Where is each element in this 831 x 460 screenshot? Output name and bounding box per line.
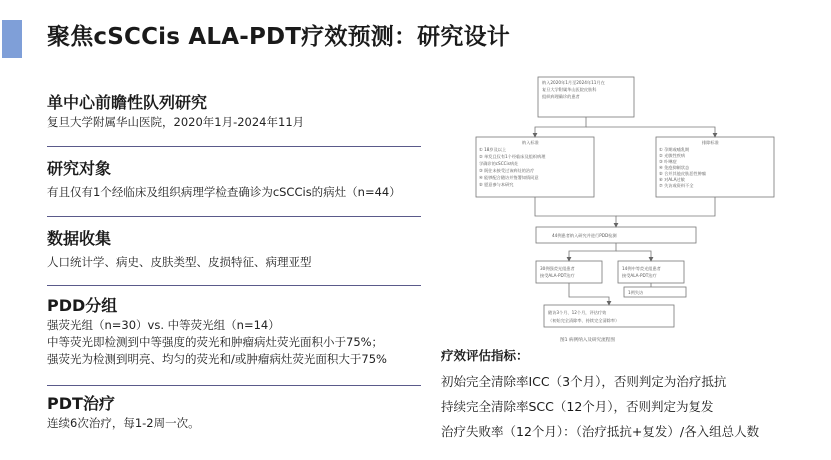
criteria-title: 疗效评估指标：: [441, 348, 529, 363]
section-pdd-grouping: [47, 295, 422, 368]
section-title: PDT治疗: [47, 394, 115, 413]
flow-text: 纳入标准: [522, 140, 539, 145]
flow-text: ① 孕期或哺乳期: [659, 147, 690, 152]
section-text: 有且仅有1个经临床及组织病理学检查确诊为cSCCis的病灶（n=44）: [47, 185, 401, 199]
section-title: 数据收集: [47, 229, 112, 248]
section-divider: [47, 146, 421, 147]
section-subjects: [47, 158, 422, 201]
flowchart-diagram: [456, 71, 816, 353]
flow-text: 30例强荧光组患者: [540, 266, 575, 271]
criteria-item: 初始完全清除率ICC（3个月），否则判定为治疗抵抗: [441, 374, 727, 389]
section-divider: [47, 285, 421, 286]
flow-box-strong-group: [536, 261, 602, 283]
flow-text: 1例失访: [628, 290, 644, 295]
section-study-design: [47, 92, 422, 131]
flow-arrow: [616, 197, 715, 216]
flow-text: ③ 卟啉症: [659, 159, 677, 164]
flow-text: ④ 能够配合随访并签署知情同意: [479, 175, 539, 180]
flow-box-moderate-group: [618, 261, 684, 283]
section-title: 单中心前瞻性队列研究: [47, 93, 208, 112]
flow-text: ① 18岁及以上: [479, 147, 507, 152]
section-pdt-treatment: [47, 393, 422, 432]
flow-text: 复旦大学附属华山医院皮肤科: [542, 87, 597, 92]
section-text: 强荧光为检测到明亮、均匀的荧光和/或肿瘤病灶荧光面积大于75%: [47, 352, 387, 366]
flow-text: ⑦ 失访或资料不全: [659, 183, 694, 188]
section-text: 中等荧光即检测到中等强度的荧光和肿瘤病灶荧光面积小于75%；: [47, 335, 384, 349]
section-title: PDD分组: [47, 296, 118, 315]
flow-text: 组织病理确诊的患者: [542, 94, 580, 99]
flow-text: ⑥ 对ALA过敏: [659, 177, 685, 182]
flow-text: ⑤ 合并其他皮肤恶性肿瘤: [659, 171, 706, 176]
flow-arrow: [586, 127, 715, 137]
flow-arrow: [616, 251, 651, 261]
section-data-collection: [47, 228, 422, 271]
flow-arrow: [535, 117, 586, 137]
flow-arrow: [569, 243, 616, 261]
flow-text: 接受ALA-PDT治疗: [540, 273, 575, 278]
flow-text: 排除标准: [702, 140, 719, 145]
flow-text: 接受ALA-PDT治疗: [622, 273, 657, 278]
flowchart-figure: [456, 71, 816, 353]
flow-text: 纳入2020年1月至2024年11月在: [542, 80, 605, 85]
flow-arrow: [569, 283, 609, 305]
flow-text: ② 光敏性疾病: [659, 153, 686, 158]
section-text: 连续6次治疗，每1-2周一次。: [47, 416, 200, 430]
flow-text: 随访3个月、12个月，评估疗效: [548, 310, 607, 315]
flow-text: 学确诊的cSCCis病灶: [479, 161, 519, 166]
flow-text: 44例患者纳入研究并进行PDD检测: [552, 233, 617, 238]
section-divider: [47, 216, 421, 217]
section-text: 复旦大学附属华山医院，2020年1月-2024年11月: [47, 115, 305, 129]
slide-title: 聚焦cSCCis ALA-PDT疗效预测：研究设计: [47, 24, 510, 50]
section-title: 研究对象: [47, 159, 112, 178]
flow-box-followup: [544, 305, 674, 327]
section-text: 人口统计学、病史、皮肤类型、皮损特征、病理亚型: [47, 255, 312, 269]
flow-text: ② 单发且仅有1个经临床及组织病理: [479, 154, 546, 159]
flow-caption: 图1 病例纳入及研究流程图: [560, 338, 615, 343]
flow-text: ③ 既往未接受过该病灶的治疗: [479, 168, 535, 173]
section-text: 强荧光组（n=30）vs. 中等荧光组（n=14）: [47, 318, 280, 332]
flow-arrow: [535, 197, 616, 227]
section-divider: [47, 385, 421, 386]
flow-text: ⑤ 愿意参与本研究: [479, 182, 514, 187]
criteria-item: 持续完全清除率SCC（12个月），否则判定为复发: [441, 399, 714, 414]
criteria-item: 治疗失败率（12个月）：（治疗抵抗+复发）/各入组总人数: [441, 424, 760, 439]
flow-text: 14例中等荧光组患者: [622, 266, 661, 271]
flow-text: ④ 免疫抑制状态: [659, 165, 690, 170]
efficacy-criteria: [441, 346, 826, 449]
flow-text: （初始完全清除率、持续完全清除率）: [548, 318, 620, 323]
title-accent-bar: [2, 20, 22, 58]
flow-box-inclusion: [476, 137, 594, 197]
